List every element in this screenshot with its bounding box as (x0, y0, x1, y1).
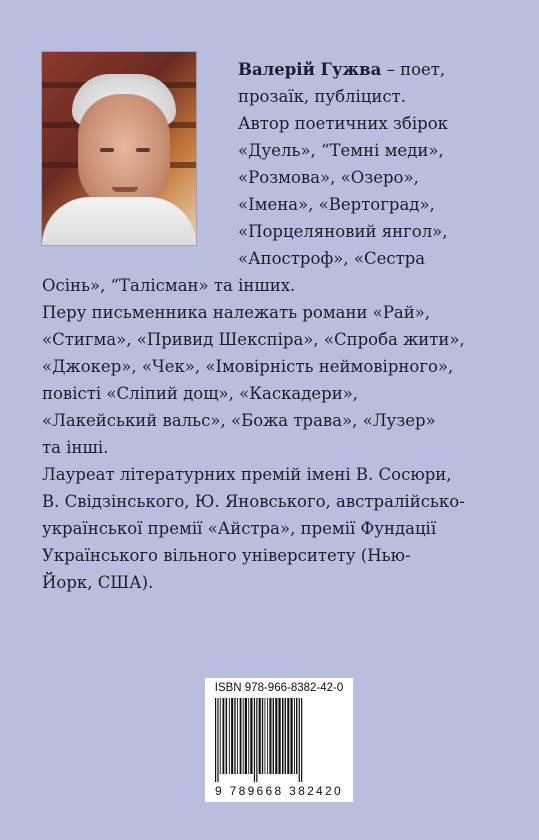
barcode-bar (296, 698, 297, 774)
barcode-bar (290, 698, 292, 774)
bio-line: «Стигма», «Привид Шекспіра», «Спроба жити», (42, 330, 465, 349)
bio-line: «Джокер», «Чек», «Імовірність неймовірного», (42, 357, 454, 376)
barcode-bar (231, 698, 233, 774)
bio-line: «Дуель», “Темні меди», (238, 141, 444, 160)
barcode-bar (294, 698, 295, 774)
barcode-bar (234, 698, 235, 774)
barcode-bar (250, 698, 252, 774)
barcode-bar (285, 698, 286, 774)
bio-line: «Апостроф», «Сестра (238, 249, 426, 268)
barcode-bar (269, 698, 271, 774)
bio-line: та інші. (42, 438, 109, 457)
barcode-bar (240, 698, 242, 774)
barcode-bar (215, 698, 216, 782)
author-face (78, 94, 170, 212)
barcode-bar (243, 698, 244, 774)
barcode-bar (229, 698, 230, 774)
author-shirt (42, 197, 196, 245)
barcode-bar (248, 698, 249, 774)
bio-line: «Лакейський вальс», «Божа трава», «Лузер» (42, 411, 436, 430)
author-name: Валерій Гужва (238, 60, 382, 79)
barcode-bar (275, 698, 277, 774)
barcode-bar (282, 698, 284, 774)
barcode-digits: 9 789668 382420 (215, 784, 343, 798)
bio-line: Українського вільного університету (Нью- (42, 546, 411, 565)
barcode-bar (267, 698, 268, 774)
bio-line: – поет, (381, 60, 446, 79)
barcode-bar (245, 698, 247, 774)
barcode-bar (223, 698, 225, 774)
bio-line: Перу письменника належать романи «Рай», (42, 303, 431, 322)
barcode-bar (299, 698, 300, 782)
bio-line: «Імена», «Вертоград», (238, 195, 435, 214)
author-photo (42, 52, 196, 245)
bio-line: повісті «Сліпий дощ», «Каскадери», (42, 384, 359, 403)
barcode-bar (220, 698, 221, 774)
barcode-bar (259, 698, 261, 774)
barcode-bar (237, 698, 238, 774)
barcode-bar (301, 698, 302, 782)
barcode-bar (254, 698, 255, 782)
barcode-bars (213, 698, 345, 782)
barcode-bar (262, 698, 263, 774)
barcode-bar (287, 698, 289, 774)
bio-line: Лауреат літературних премій імені В. Сосюри, (42, 465, 452, 484)
barcode-bar (226, 698, 228, 774)
barcode-bar (273, 698, 274, 774)
bio-line: «Порцеляновий янгол», (238, 222, 448, 241)
bio-line: української премії «Айстра», премії Фундації (42, 519, 437, 538)
bio-line: Осінь», “Талісман» та інших. (42, 276, 296, 295)
bio-line: «Розмова», «Озеро», (238, 168, 419, 187)
barcode-bar (278, 698, 280, 774)
barcode-bar (256, 698, 257, 782)
bio-line: Автор поетичних збірок (238, 114, 448, 133)
bio-line: В. Свідзінського, Ю. Яновського, австралійсько- (42, 492, 465, 511)
isbn-label: ISBN 978-966-8382-42-0 (214, 682, 344, 694)
barcode (205, 678, 353, 802)
bio-line: Йорк, США). (42, 573, 154, 592)
barcode-bar (217, 698, 218, 782)
barcode-bar (265, 698, 266, 774)
bio-line: прозаїк, публіцист. (238, 87, 407, 106)
